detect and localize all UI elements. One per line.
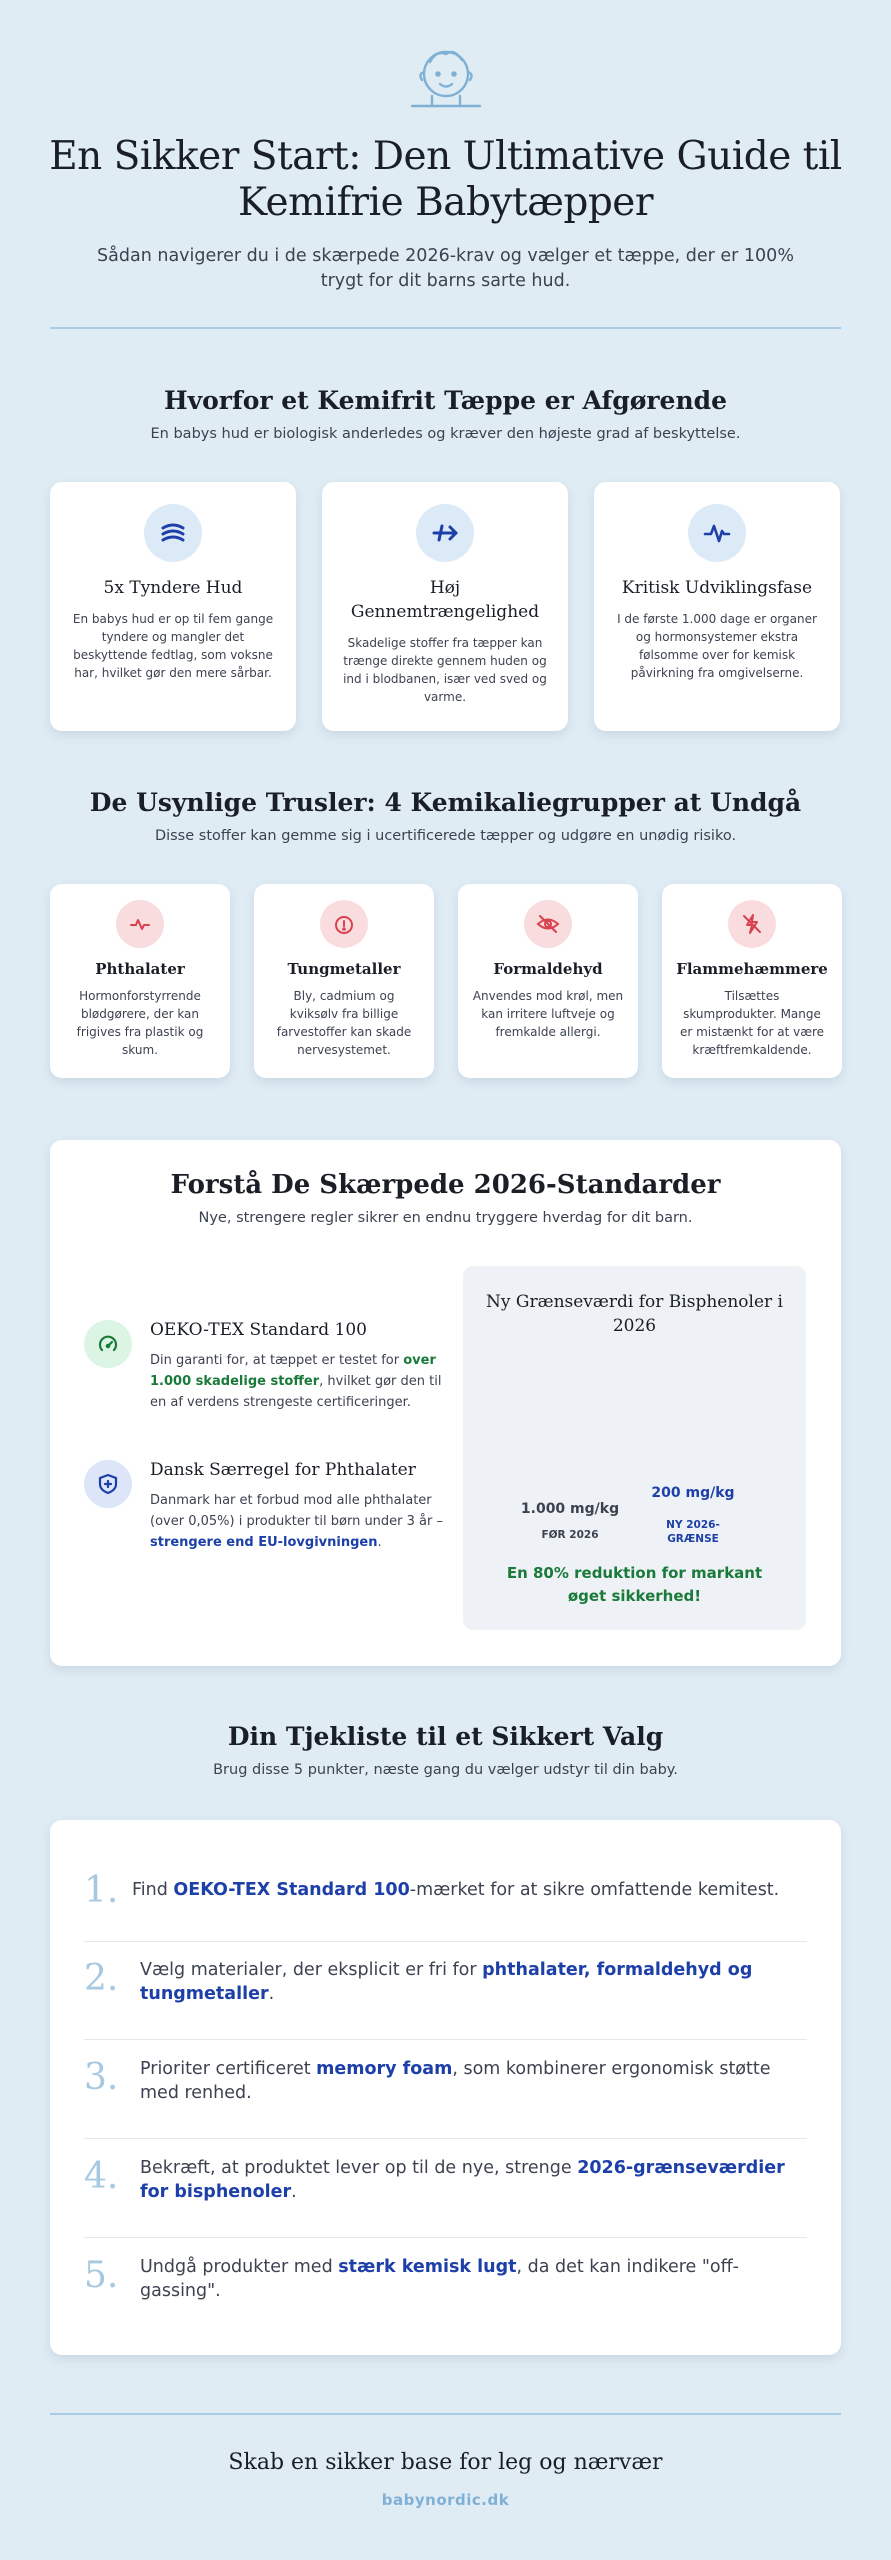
footer-divider	[50, 2413, 841, 2415]
checklist-divider	[84, 1941, 807, 1942]
eye-off-icon	[524, 900, 572, 948]
threats-section-title: De Usynlige Trusler: 4 Kemikaliegrupper at Undgå	[89, 788, 802, 817]
checklist-divider	[84, 2138, 807, 2139]
before-limit-value: 1.000 mg/kg	[520, 1501, 620, 1517]
checklist-title: Din Tjekliste til et Sikkert Valg	[227, 1722, 664, 1751]
threat-card-flame-retardants	[662, 884, 842, 1078]
why-card-title: Høj Gennemtrængelighed	[350, 578, 540, 622]
why-card-title: 5x Tyndere Hud	[103, 578, 243, 598]
baby-face-icon	[408, 44, 484, 110]
threat-card-text: Tilsættes skumprodukter. Mange er mistænkt for at være kræftfremkaldende.	[679, 989, 825, 1057]
threat-card-text: Hormonforstyrrende blødgørere, der kan frigives fra plastik og skum.	[76, 989, 204, 1057]
threats-section-subtitle: Disse stoffer kan gemme sig i ucertificerede tæpper og udgøre en unødig risiko.	[154, 828, 737, 844]
shield-plus-icon	[84, 1460, 132, 1508]
threat-card-formaldehyde	[458, 884, 638, 1078]
footer-title: Skab en sikker base for leg og nærvær	[228, 2450, 663, 2475]
checklist-card	[50, 1820, 841, 2355]
page-subtitle: Sådan navigerer du i de skærpede 2026-krav og vælger et tæppe, der er 100% trygt for dit barns sarte hud.	[97, 246, 794, 291]
checklist-number: 1.	[84, 1870, 119, 1911]
checklist-text: Vælg materialer, der eksplicit er fri for phthalater, formaldehyd og tungmetaller.	[140, 1960, 753, 2004]
checklist-number: 4.	[84, 2156, 119, 2197]
why-section-title: Hvorfor et Kemifrit Tæppe er Afgørende	[163, 386, 728, 415]
limit-title: Ny Grænseværdi for Bisphenoler i 2026	[486, 1292, 783, 1336]
checklist-text: Prioriter certificeret memory foam, som kombinerer ergonomisk støtte med renhed.	[140, 2059, 771, 2103]
pulse-icon	[688, 504, 746, 562]
checklist-divider	[84, 2237, 807, 2238]
why-card-title: Kritisk Udviklingsfase	[621, 578, 813, 598]
checklist-number: 2.	[84, 1958, 119, 1999]
checklist-text: Find OEKO-TEX Standard 100-mærket for at sikre omfattende kemitest.	[132, 1880, 780, 1900]
checklist-divider	[84, 2039, 807, 2040]
after-limit-value: 200 mg/kg	[651, 1485, 735, 1501]
why-card-development	[594, 482, 840, 731]
threat-card-title: Phthalater	[95, 960, 185, 978]
checklist-number: 3.	[84, 2057, 119, 2098]
threat-card-title: Tungmetaller	[287, 960, 401, 978]
threat-card-phthalates	[50, 884, 230, 1078]
threat-card-heavy-metals	[254, 884, 434, 1078]
flame-off-icon	[728, 900, 776, 948]
threat-card-text: Anvendes mod krøl, men kan irritere luftveje og fremkalde allergi.	[472, 989, 624, 1039]
drop-warning-icon	[320, 900, 368, 948]
why-card-permeability	[322, 482, 568, 731]
layers-icon	[144, 504, 202, 562]
divider	[50, 327, 841, 329]
flow-arrow-icon	[416, 504, 474, 562]
footer-link[interactable]: babynordic.dk	[381, 2491, 510, 2509]
standards-title: Forstå De Skærpede 2026-Standarder	[170, 1170, 721, 1200]
standard-title: Dansk Særregel for Phthalater	[150, 1460, 416, 1480]
heartbeat-icon	[116, 900, 164, 948]
checklist-number: 5.	[84, 2255, 119, 2296]
limit-reduction-note: En 80% reduktion for markant øget sikkerhed!	[506, 1564, 763, 1605]
standard-text: Din garanti for, at tæppet er testet for over 1.000 skadelige stoffer, hvilket gør den til en af verdens strengeste certificeringer.	[150, 1353, 442, 1410]
why-card-text: Skadelige stoffer fra tæpper kan trænge direkte gennem huden og ind i blodbanen, især ved sved og varme.	[343, 636, 547, 704]
threat-card-text: Bly, cadmium og kviksølv fra billige farvestoffer kan skade nervesystemet.	[276, 989, 412, 1057]
threat-card-title: Flammehæmmere	[676, 960, 828, 978]
standards-subtitle: Nye, strengere regler sikrer en endnu tryggere hverdag for dit barn.	[198, 1210, 693, 1226]
standards-card	[50, 1140, 841, 1666]
why-card-text: En babys hud er op til fem gange tyndere og mangler det beskyttende fedtlag, som voksne har, hvilket gør den mere sårbar.	[72, 612, 274, 680]
why-card-thin-skin	[50, 482, 296, 731]
checklist-text: Undgå produkter med stærk kemisk lugt, da det kan indikere "off-gassing".	[140, 2257, 739, 2301]
threat-card-title: Formaldehyd	[493, 960, 603, 978]
page-title: En Sikker Start: Den Ultimative Guide til Kemifrie Babytæpper	[49, 134, 842, 225]
standard-title: OEKO-TEX Standard 100	[150, 1320, 367, 1340]
why-card-text: I de første 1.000 dage er organer og hormonsystemer ekstra følsomme over for kemisk påvirkning fra omgivelserne.	[617, 612, 817, 680]
checklist-text: Bekræft, at produktet lever op til de nye, strenge 2026-grænseværdier for bisphenoler.	[140, 2158, 785, 2202]
bisphenol-limit-box	[463, 1266, 806, 1630]
after-limit-label: NY 2026-GRÆNSE	[666, 1519, 720, 1545]
checklist-subtitle: Brug disse 5 punkter, næste gang du vælger udstyr til din baby.	[213, 1762, 678, 1778]
gauge-icon	[84, 1320, 132, 1368]
standard-text: Danmark har et forbud mod alle phthalater (over 0,05%) i produkter til børn under 3 år – strengere end EU-lovgivningen.	[150, 1493, 443, 1550]
why-section-subtitle: En babys hud er biologisk anderledes og kræver den højeste grad af beskyttelse.	[150, 426, 741, 442]
before-limit-label: FØR 2026	[541, 1529, 599, 1541]
